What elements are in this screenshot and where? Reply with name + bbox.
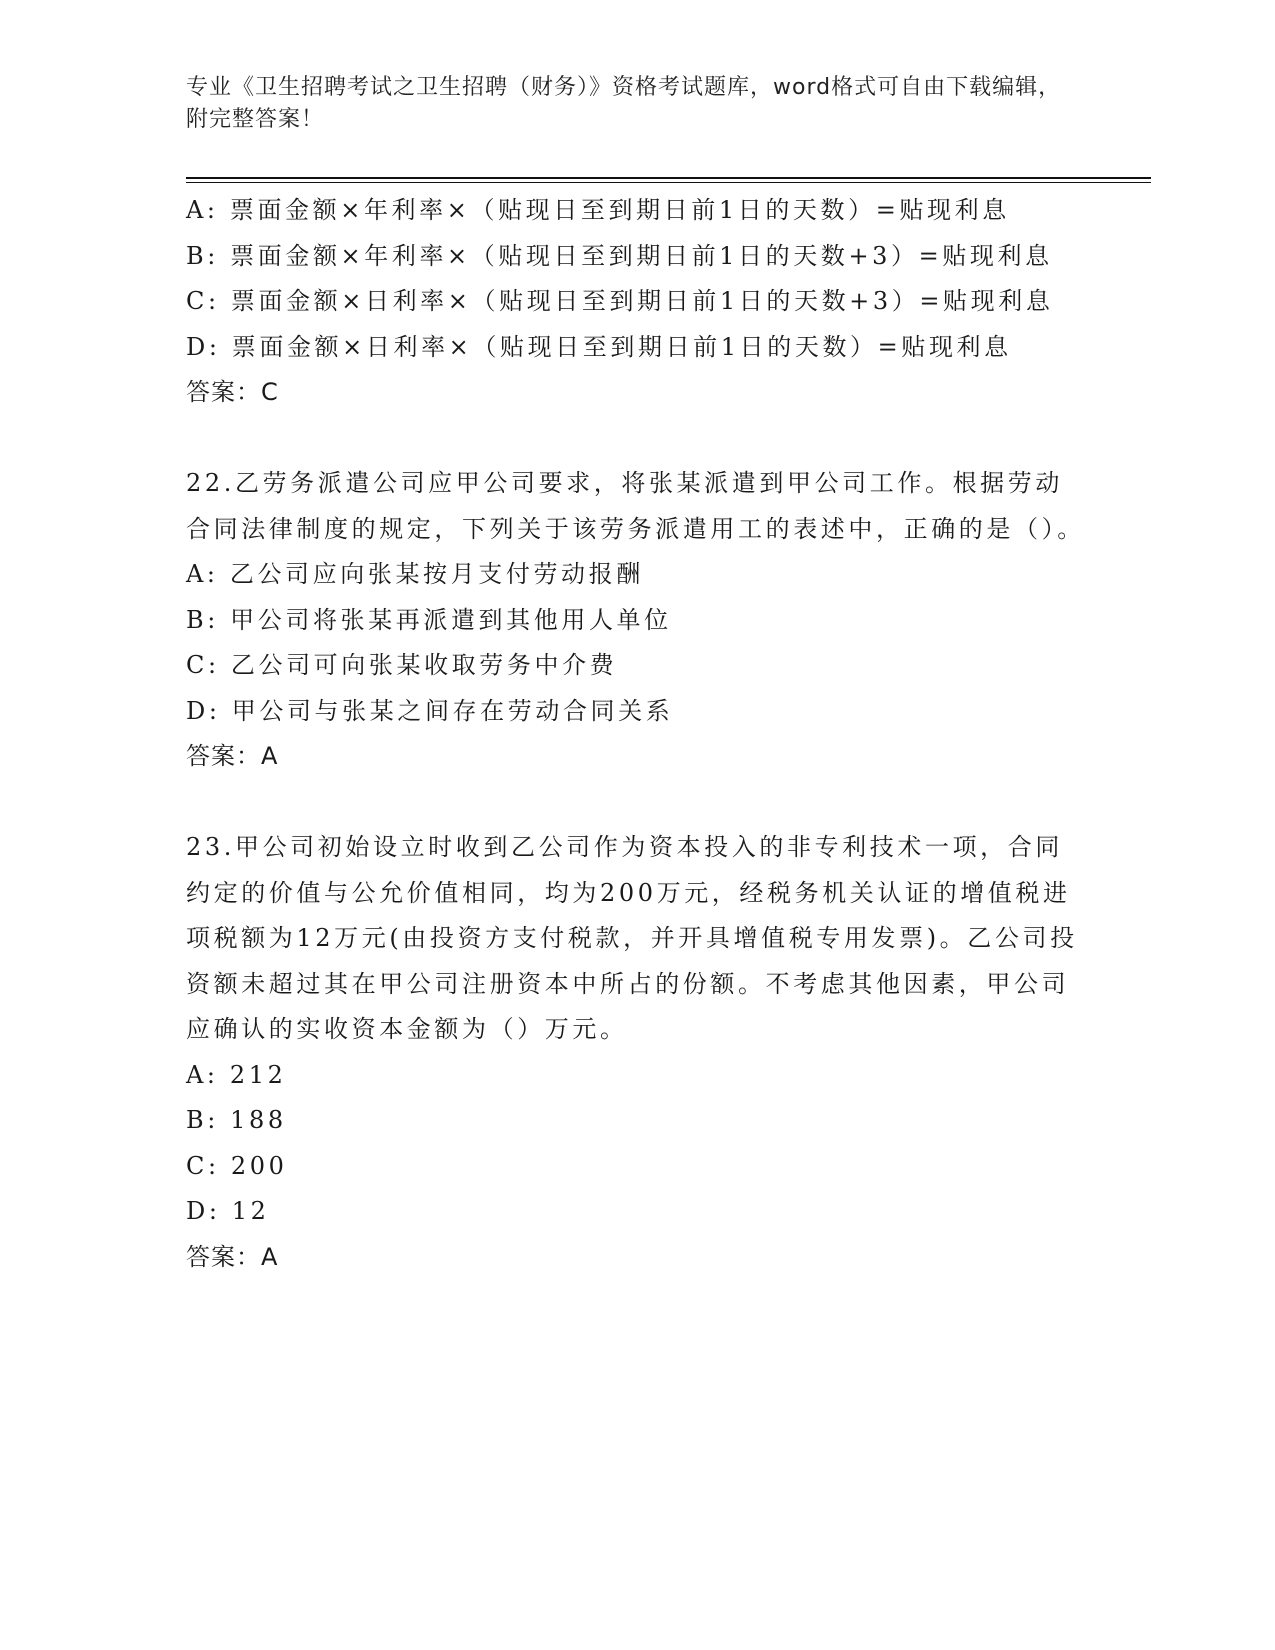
question-22 <box>186 461 1086 780</box>
question-23 <box>186 825 1086 1280</box>
answer: 答案：A <box>186 1242 279 1271</box>
header-divider-thick <box>186 177 1151 179</box>
option-c: C: 票面金额×日利率×（贴现日至到期日前1日的天数+3）=贴现利息 <box>186 287 1054 315</box>
question-stem: 23.甲公司初始设立时收到乙公司作为资本投入的非专利技术一项，合同约定的价值与公允价值相同，均为200万元，经税务机关认证的增值税进项税额为12万元(由投资方支付税款，并开具增值税专用发票)。乙公司投资额未超过其在甲公司注册资本中所占的份额。不考虑其他因素，甲公司应确认的实收资本金额为（）万元。 <box>186 833 1078 1043</box>
question-stem: 22.乙劳务派遣公司应甲公司要求，将张某派遣到甲公司工作。根据劳动合同法律制度的规定，下列关于该劳务派遣用工的表述中，正确的是（）。 <box>186 469 1085 543</box>
option-c: C: 200 <box>186 1151 288 1180</box>
option-d: D: 12 <box>186 1197 270 1225</box>
option-d: D: 甲公司与张某之间存在劳动合同关系 <box>186 696 674 725</box>
option-a: A: 票面金额×年利率×（贴现日至到期日前1日的天数）=贴现利息 <box>186 196 1010 224</box>
spacer <box>186 416 1086 462</box>
spacer <box>186 780 1086 826</box>
option-d: D: 票面金额×日利率×（贴现日至到期日前1日的天数）=贴现利息 <box>186 332 1012 361</box>
option-b: B: 票面金额×年利率×（贴现日至到期日前1日的天数+3）=贴现利息 <box>186 241 1053 270</box>
answer: 答案：A <box>186 742 279 770</box>
document-header: 专业《卫生招聘考试之卫生招聘（财务）》资格考试题库，word格式可自由下载编辑，附完整答案！ <box>186 75 1062 132</box>
option-a: A: 乙公司应向张某按月支付劳动报酬 <box>186 560 644 588</box>
option-c: C: 乙公司可向张某收取劳务中介费 <box>186 651 618 679</box>
option-b: B: 甲公司将张某再派遣到其他用人单位 <box>186 605 672 634</box>
option-b: B: 188 <box>186 1106 287 1134</box>
question-21 <box>186 188 1086 416</box>
question-content <box>186 188 1086 1280</box>
answer: 答案：C <box>186 378 279 406</box>
header-divider-thin <box>186 182 1151 183</box>
option-a: A: 212 <box>186 1060 287 1089</box>
